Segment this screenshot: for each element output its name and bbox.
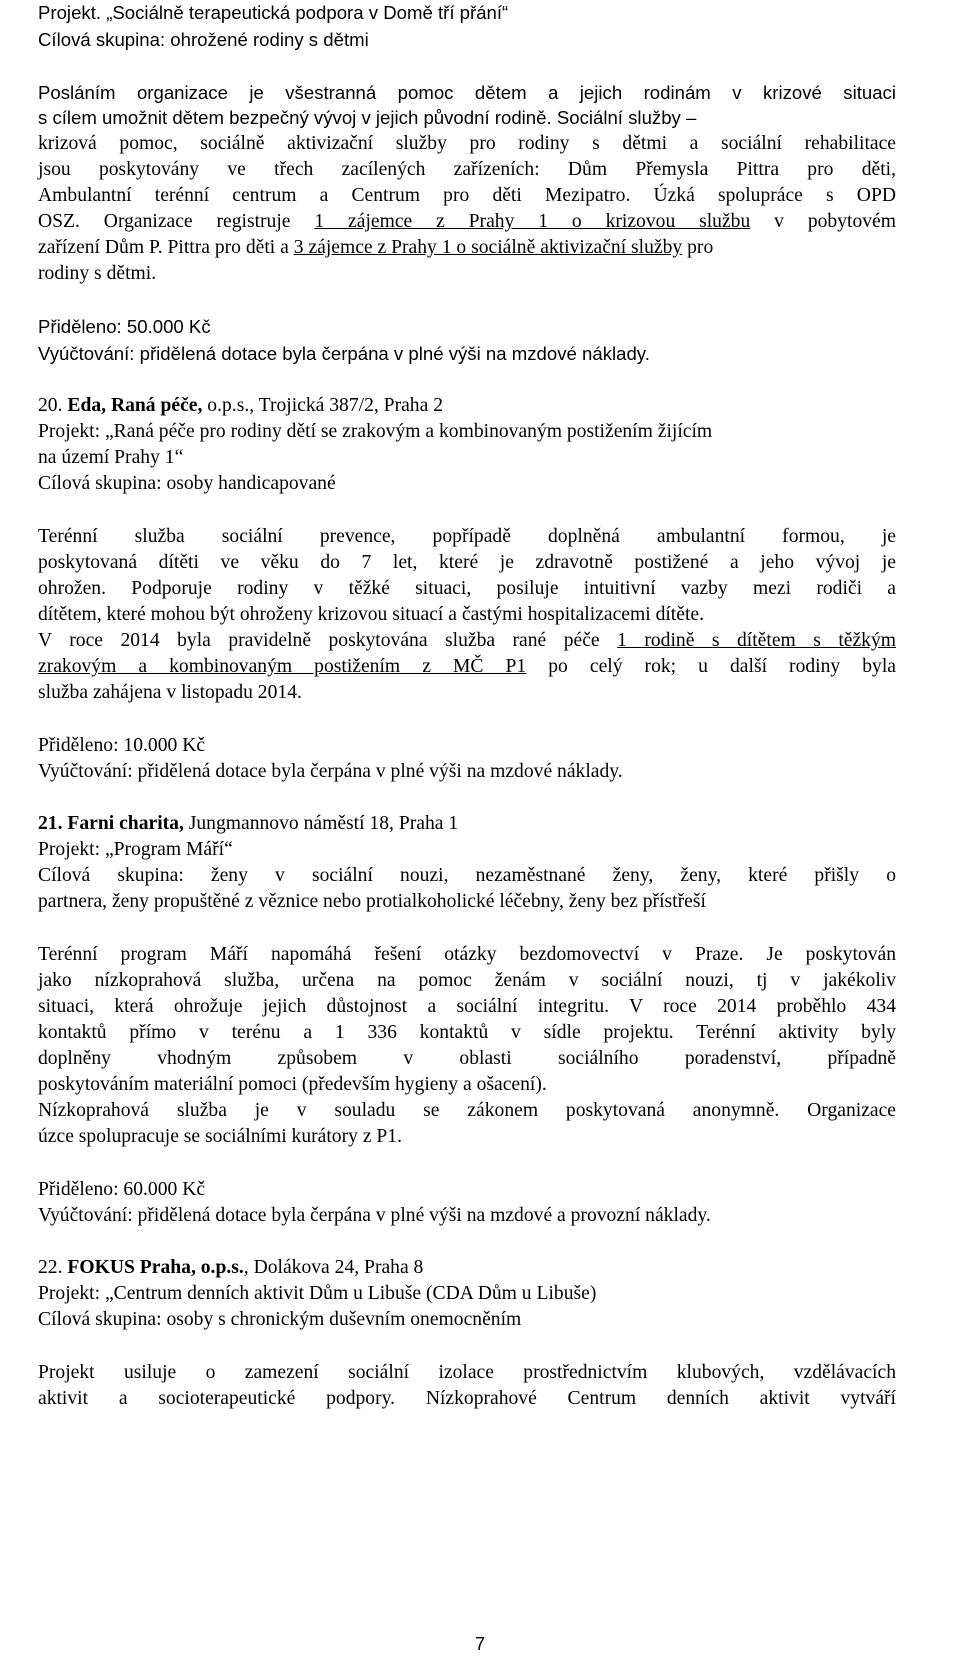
paragraph-line: služba zahájena v listopadu 2014. xyxy=(38,682,302,703)
project-title: Projekt: „Centrum denních aktivit Dům u Libuše (CDA Dům u Libuše) xyxy=(38,1283,597,1304)
project-title-cont: na území Prahy 1“ xyxy=(38,447,184,468)
paragraph-line: jako nízkoprahová služba, určena na pomoc ženám v sociální nouzi, tj v jakékoliv xyxy=(38,970,896,991)
allocated-amount: Přiděleno: 60.000 Kč xyxy=(38,1179,206,1200)
project-title: Projekt: „Program Máří“ xyxy=(38,839,233,860)
allocated-amount: Přiděleno: 10.000 Kč xyxy=(38,735,206,756)
paragraph-line: Ambulantní terénní centrum a Centrum pro děti Mezipatro. Úzká spolupráce s OPD xyxy=(38,185,896,206)
text-span: v pobytovém xyxy=(750,211,896,232)
section-number: 22. xyxy=(38,1257,63,1278)
paragraph-line: jsou poskytovány ve třech zacílených zařízeních: Dům Přemysla Pittra pro děti, xyxy=(38,159,896,180)
organization-name: Farni charita, xyxy=(67,813,184,834)
text-span: pro xyxy=(682,237,714,258)
paragraph-line: kontaktů přímo v terénu a 1 336 kontaktů v sídle projektu. Terénní aktivity byly xyxy=(38,1022,896,1043)
billing-note: Vyúčtování: přidělená dotace byla čerpána v plné výši na mzdové a provozní náklady. xyxy=(38,1205,711,1226)
paragraph-line: poskytováním materiální pomoci (především hygieny a ošacení). xyxy=(38,1074,547,1095)
allocated-amount: Přiděleno: 50.000 Kč xyxy=(38,316,211,337)
target-group: Cílová skupina: ohrožené rodiny s dětmi xyxy=(38,29,369,50)
section-heading-22 xyxy=(38,1255,896,1280)
text-span: V roce 2014 byla pravidelně poskytována služba rané péče xyxy=(38,630,618,651)
paragraph-line: úzce spolupracuje se sociálními kurátory z P1. xyxy=(38,1126,403,1147)
paragraph-line xyxy=(38,654,896,679)
paragraph-line: Terénní program Máří napomáhá řešení otázky bezdomovectví v Praze. Je poskytován xyxy=(38,944,896,965)
paragraph-line xyxy=(38,628,896,653)
paragraph-line: Terénní služba sociální prevence, popřípadě doplněná ambulantní formou, je xyxy=(38,526,896,547)
section-number: 20. xyxy=(38,395,63,416)
text-span: zařízení Dům P. Pittra pro děti a xyxy=(38,237,294,258)
paragraph-line: Posláním organizace je všestranná pomoc dětem a jejich rodinám v krizové situaci xyxy=(38,82,896,103)
paragraph-line: ohrožen. Podporuje rodiny v těžké situaci, posiluje intuitivní vazby mezi rodiči a xyxy=(38,578,896,599)
underlined-text: 3 zájemce z Prahy 1 o sociálně aktivizační služby xyxy=(293,237,683,258)
paragraph-line: aktivit a socioterapeutické podpory. Nízkoprahové Centrum denních aktivit vytváří xyxy=(38,1388,896,1409)
text-span: po celý rok; u další rodiny byla xyxy=(526,656,896,677)
target-group: Cílová skupina: osoby handicapované xyxy=(38,473,336,494)
paragraph-line: poskytovaná dítěti ve věku do 7 let, které je zdravotně postižené a jeho vývoj je xyxy=(38,552,896,573)
billing-note: Vyúčtování: přidělená dotace byla čerpána v plné výši na mzdové náklady. xyxy=(38,343,650,364)
underlined-text: 1 zájemce z Prahy 1 o krizovou službu xyxy=(314,211,751,232)
paragraph-line: Projekt usiluje o zamezení sociální izolace prostřednictvím klubových, vzdělávacích xyxy=(38,1362,896,1383)
section-heading-21 xyxy=(38,811,896,836)
paragraph-line: doplněny vhodným způsobem v oblasti sociálního poradenství, případně xyxy=(38,1048,896,1069)
text-span: Sociální služby – xyxy=(551,107,697,128)
organization-suffix: o.p.s. xyxy=(202,395,250,416)
project-title: Projekt: „Raná péče pro rodiny dětí se zrakovým a kombinovaným postižením žijícím xyxy=(38,421,713,442)
organization-name: FOKUS Praha, o.p.s. xyxy=(67,1257,244,1278)
paragraph-line xyxy=(38,105,896,130)
paragraph-line: krizová pomoc, sociálně aktivizační služby pro rodiny s dětmi a sociální rehabilitace xyxy=(38,133,896,154)
text-span: s cílem umožnit dětem bezpečný vývoj v jejich původní rodině. xyxy=(38,107,552,128)
paragraph-line: Nízkoprahová služba je v souladu se zákonem poskytovaná anonymně. Organizace xyxy=(38,1100,896,1121)
target-group-cont: partnera, ženy propuštěné z věznice nebo protialkoholické léčebny, ženy bez přístřeší xyxy=(38,891,706,912)
target-group: Cílová skupina: ženy v sociální nouzi, nezaměstnané ženy, ženy, které přišly o xyxy=(38,865,896,886)
organization-name: Eda, Raná péče, xyxy=(67,395,203,416)
paragraph-line: dítětem, které mohou být ohroženy krizovou situací a častými hospitalizacemi dítěte. xyxy=(38,604,704,625)
section-number: 21. xyxy=(38,813,63,834)
paragraph-line: rodiny s dětmi. xyxy=(38,263,157,284)
organization-address: , Trojická 387/2, Praha 2 xyxy=(249,395,443,416)
billing-note: Vyúčtování: přidělená dotace byla čerpána v plné výši na mzdové náklady. xyxy=(38,761,623,782)
section-heading-20 xyxy=(38,393,896,418)
paragraph-line: situaci, která ohrožuje jejich důstojnost a sociální integritu. V roce 2014 proběhlo 434 xyxy=(38,996,896,1017)
underlined-text: 1 rodině s dítětem s těžkým xyxy=(617,630,896,651)
organization-address: Jungmannovo náměstí 18, Praha 1 xyxy=(183,813,459,834)
target-group: Cílová skupina: osoby s chronickým duševním onemocněním xyxy=(38,1309,522,1330)
paragraph-line xyxy=(38,235,896,260)
underlined-text: zrakovým a kombinovaným postižením z MČ P1 xyxy=(38,656,527,677)
organization-address: , Dolákova 24, Praha 8 xyxy=(243,1257,424,1278)
project-title: Projekt. „Sociálně terapeutická podpora v Domě tří přání“ xyxy=(38,2,509,23)
text-span: OSZ. Organizace registruje xyxy=(38,211,315,232)
paragraph-line xyxy=(38,209,896,234)
page-number: 7 xyxy=(474,1634,485,1654)
